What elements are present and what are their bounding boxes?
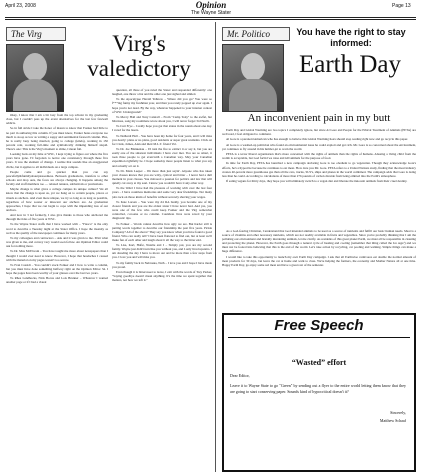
paragraph: Earth Day and Global Warming are two topics I completely ignore, but since Al Gore and People for the Ethical Treatment of Animals (PETA) are well read, I feel obligated to comment. [222,128,416,137]
columnist-photo-politico [222,44,284,112]
paragraph: To Mercy Hall and Tony Cantrell – From "Camp Tony" to the awful, but hilarious, song my roommate wrote about you, I will never forget 3rd North. [112,114,212,124]
person-body-shape [13,79,57,112]
paragraph: And now in 3 led formerly, I also give thanks to those who anchored me through the tides of five years at WSC. [6,213,108,222]
paragraph: PETA is a terror liberal organization that's more concerned with the rights of animals than the rights of humans. Abusing a living child from the womb is acceptable, but God forbid we raise and kill animals for the purpose of food. [222,152,416,161]
paragraph: Okay, I know that I am a bit lazy from the top scholar in my graduating class, but I couldn't pass up the event alternatives for the last few farewell addicts. [6,113,108,126]
paragraph: To Curt Frye – I really hope you got that status in the round-about one day. I voted for the lasers. [112,124,212,133]
paragraph: question, all three of you ruled the Stater and responded differently: one laughed, one threw a hat and the other one just sighed and smiled. [112,88,212,97]
paragraph: To my family back in Nebraska, Neth – I love you and I hope I have made you proud. [112,260,212,269]
header-date: April 23, 2008 [5,3,36,9]
paragraph: Al Gore is a paranoid American who has enough to believe this Global Warming hoax should stop reading right now and go recycle this paper. [226,137,408,142]
paragraph: To Fran Cassidi – You couldn't stock Fonker and I how to write a column, but you must have done something halfway right on the Opinion Editor 34. I hope the pages have been worthy of your glasses over the last two years. [6,262,108,276]
letter-body: Leave it to Wayne State to go "Green" by sending out a flyer to the entire world letting them know that they are going to start conserving paper. Sounds kind of hypocritical doesn't it? [230,383,406,394]
header-publication: The Wayne Stater [190,10,232,16]
paragraph: So in full stride I take the honor of maren to know that Fonker had little to no part in authoring this column. If you must know, Fonker hates everyone too much to stoop as low as writing a sappy and sentimental farewell column. Plus, he is really busy being married, going to college (kinda), working in 150 percent rent, working full-time and symbolically drinking himself stupid. There's one: This is the Virg's moment to shine, I mean fail. [6,126,108,151]
paragraph: To the Apocalypse Herald Yehnow – Where did you go? You were so f***ing funny my freshman year, and then you rarely popped up ever again. I hope you're not dead. By the way, whatever happened to your internet contest of WSC Underground? [112,97,212,114]
section-title: Opinion [195,0,227,10]
article-politico-col2 [222,229,416,309]
article-virg-col2 [112,88,212,471]
column-label-virg: The Virg [6,27,66,41]
columnist-photo [6,44,64,112]
deck-politico: You have the right to stay informed: [296,27,406,48]
subhead-politico: An inconvenient pain in my butt [247,112,391,124]
paragraph: Even though it is bittersweet to leave, I exit with the words of Trey Parker, "Saying goodbye doesn't mean anything. It's the time we spent together that matters, not how we left it." [112,270,212,283]
letter-signature: Matthew Schaaf [379,418,406,423]
paragraph: To Dr. Mark Leeper – I'm more than just sayin'. Anyone who has taken your classes knows that you are witty, cynical and bitter – I never had a dull moment in your classes. You mirrored a passion for politics and law that will quietly cut away at my soul. I know you wouldn't have it any other way. [112,168,212,186]
paragraph: Maybe change is what gives a college campus its unique culture? We all know that the change is upon us, yet we hang on to certain people, places or rituals as anchors. And even more unique, we try so long as as long as possible, regardless of how sooner or innocent our anchors are. As graduation approaches, I hope that we can begin to cope with the impending loss of our anchors. [6,187,108,212]
free-speech-rule [228,337,410,338]
article-politico-col1 [222,128,416,228]
paragraph: Al Gore is a washed-up politician who found an environmental issue he could exploit and get rich. Mr. Gore is so concerned about the environment, yet continues to fly around in his lumber-jet to warn the world. [222,142,416,151]
header-page: Page 13 [392,3,411,9]
paragraph: If eating vegans for thirty days, they hope you will ultimately switch to a vegan diet and liberate the innocent animals from their cruel destiny. [226,178,408,183]
paragraph: To Lisa, Karl, Hafiz, Natalie and I – Simply put, you are my second family. Wayne just didn't turn like you without you, and I only lived upstairs. I am dreading the day I have to move out and be more than a few steps from you. I love you and will miss you. [112,243,212,260]
free-speech-box [222,313,416,472]
letter-title: “Wasted” effort [291,358,347,367]
free-speech-title: Free Speech [274,317,364,334]
header-rule [5,17,416,18]
column-divider [215,22,216,472]
paragraph: To Kate Larsen – You were my #4 RA buddy, you became one of my closest friends and you are the oldest sister I have never had. And yes, you were one of the few who could keep Fonker and the Virg somewhat controlled, col-sane or no column. Countless lives were saved by your diagnostic tips. [112,199,212,221]
paragraph: Looking back on my time at WSC, I kept trying to figure out where the five years have gone. I'd forgotten to notice one consistency through these five years. It was the element of change. I realize that sounds like an exaggerated cliche, but it applies to all individuals on a large campus. [6,152,108,169]
paragraph: To Fonker – Words cannot describe how ugly we are. But harder still is putting words together to describe our friendship the past five years. Pickle Company? All of the above? They say you know when you have found a good friend. Who can really tell? I have been flattered to find out, but at least we'll make fun of each other and laugh about it all the way to the bitter end. [112,221,212,242]
person-body-shape [229,79,277,112]
paragraph: To Neihardt Hall – You have been my home for four years, and I will miss you dearly: plans or no plans, good residents or super great residents. Click on for Clark, James, Alan and their M.L.T. friend Val. [112,133,212,146]
paragraph: People come and go quicker than you can say peacefully&funnilyaboutpleasedness. Between graduations, transfers to other schools and drop outs, the faces are always changing. It happens among the faculty and staff members too — relaxed tenures, sabbaticals or promotions. [6,169,108,187]
paragraph: In time for Earth Day, PETA has launched a new campaign declaring Gore is too obedient to go vegetarian. Though they acknowledge Gore's efforts, he's a hypocrite because he continues to eat meat. How dare you Mr. Gore. PETA refers to a United Nations study, finding that the meat industry creates 40-percent more greenhouse gas than all the cars, trucks, SUVs, ships and planes in the world combined. The campaign adds that Gore is doing less than he could. According to calculations of more than 276 pounds of carbon dioxide from being emitted into the Earth's atmosphere. [222,161,416,178]
person-silhouette-icon [241,53,265,81]
headline-virg: Virg's valedictory [87,31,191,81]
paragraph: To Dr. Max McElwain – You have taught me more about newspapers than I thought I would ever need to know. However, I hope that headaches I caused with the material on my pages weren't too severe. [6,249,108,262]
paragraph: To the Wayne Stater staffs that I have worked with – "Fiasco" is the only word to describe a Tuesday night at the Stater Office. I hope the insanity as well as the quality of the newspaper continues for many years. [6,222,108,235]
paragraph: As a God-fearing Christian, I understand that God intended animals to be used as a source of nutrients and fulfill our basic human needs. Meat is a source of vitamins and other necessary nutrients, which are not readily available in fruits and vegetables. Since you're probably thinking that I am the polluting our environment and brutally murdering animals, let me clarify. As residents of this great planet Earth, we must all be responsible in cleaning and protecting the planet. However, the Earth goes through a natural cycle of heating and cooling (remember that thing called the Ice Age?) and we must not be fooled into believing that this is the end of the world. Let's take action by recycling, car pooling and walking. Simple things can make a huge difference. [222,229,416,254]
letter-salutation: Dear Editor, [230,373,250,378]
paragraph: To my colleagues and contractors – Ask and it was given to me. Print what was given to me, and convey very would soon follow. An Opinion Editor could ask for nothing more. [6,235,108,249]
letter-closing: Sincerely, [390,410,406,415]
paragraph: To Rhea Landhocks, Nick Bocus and Lois Brunner – Whatever I wanted another page or if I had a visual [6,276,108,285]
person-silhouette-icon [23,53,47,81]
paragraph: I would like to take this opportunity to launch my own Earth Day campaign. I ask that all Earthwise carnivores eat double the normal amount of meat products for 30 days, but leave the car at home and walk to class. We're helping the farmers, the economy and Mother Nature all at one time. Happy Earth Day, go enjoy some red meat and have a great rest of the semester. [222,254,416,267]
column-label-politico: Mr. Politico [222,27,290,41]
article-virg-col1 [6,113,108,471]
paragraph: To the WAO I have had the pleasure of working with over the last four years – I have countless memories and some very dear friendships. Not many jobs tack on those kinds of benefits without severely shaving your wages. [112,186,212,199]
paragraph: To Dr. Joe Blankenau – I'd turn the fire to extinct it or say it, but you are easily one of the smartest individuals I have ever met. You are so smart, it took three people to get even/with a Canadian way. May your Canadian expedition rightfully be. I hope someday more people listen to what you say and actually act on it. [112,147,212,168]
header-rule-thin [5,19,416,20]
headline-earth-day: Earth Day [298,51,402,78]
